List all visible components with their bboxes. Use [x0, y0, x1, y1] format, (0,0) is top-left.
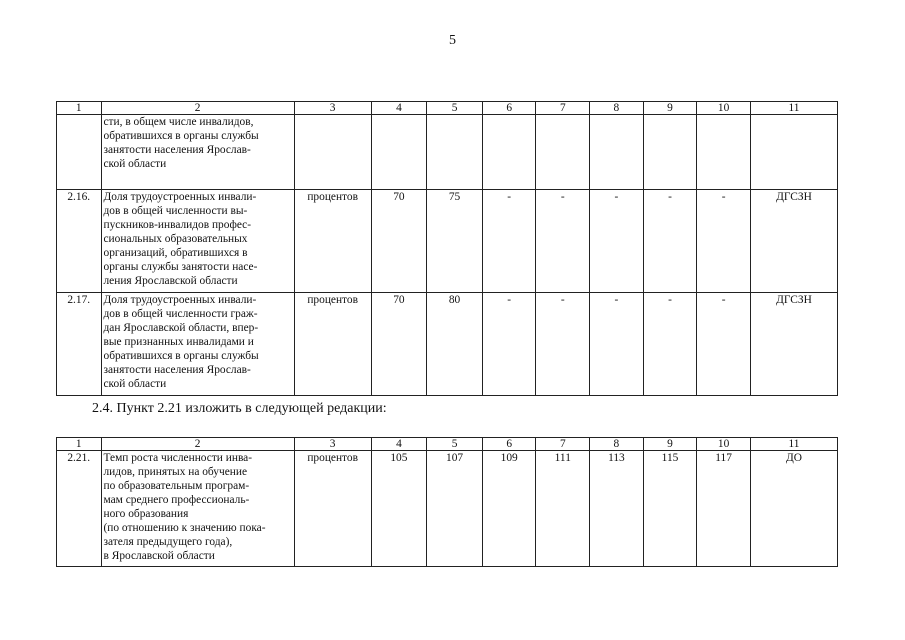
value-cell [643, 115, 697, 190]
value-cell [697, 115, 751, 190]
column-number-cell: 11 [750, 438, 837, 451]
unit-cell [294, 115, 371, 190]
value-cell: - [482, 190, 536, 293]
table-row [57, 190, 838, 293]
responsible-cell: ДГСЗН [750, 293, 837, 396]
unit-cell: процентов [294, 190, 371, 293]
value-cell: - [590, 190, 644, 293]
column-number-cell: 9 [643, 438, 697, 451]
responsible-cell: ДГСЗН [750, 190, 837, 293]
indicator-name-cell: Темп роста численности инва- лидов, принятых на обучение по образовательным програм- мам среднего профессиональ- ного образования (по отношению к значению пока- зателя предыдущего года), в Ярославской области [101, 451, 294, 567]
value-cell: 109 [482, 451, 536, 567]
column-number-cell: 10 [697, 102, 751, 115]
table-row [57, 115, 838, 190]
value-cell: 105 [371, 451, 427, 567]
row-number-cell: 2.21. [57, 451, 102, 567]
value-cell: 113 [590, 451, 644, 567]
column-number-cell: 8 [590, 102, 644, 115]
row-number-cell: 2.17. [57, 293, 102, 396]
value-cell [590, 115, 644, 190]
value-cell: - [697, 293, 751, 396]
column-number-row [57, 438, 838, 451]
value-cell: - [536, 190, 590, 293]
column-number-cell: 6 [482, 102, 536, 115]
responsible-cell [750, 115, 837, 190]
value-cell [371, 115, 427, 190]
responsible-cell: ДО [750, 451, 837, 567]
value-cell: 70 [371, 293, 427, 396]
value-cell: 115 [643, 451, 697, 567]
column-number-cell: 6 [482, 438, 536, 451]
page-number: 5 [449, 33, 456, 48]
unit-cell: процентов [294, 293, 371, 396]
unit-cell: процентов [294, 451, 371, 567]
column-number-cell: 7 [536, 438, 590, 451]
column-number-cell: 4 [371, 438, 427, 451]
value-cell [427, 115, 483, 190]
indicator-name-cell: Доля трудоустроенных инвали- дов в общей численности граж- дан Ярославской области, впер- вые признанных инвалидами и обратившихся в органы службы занятости населения Ярослав- ской области [101, 293, 294, 396]
column-number-cell: 9 [643, 102, 697, 115]
value-cell: 70 [371, 190, 427, 293]
table-row [57, 293, 838, 396]
value-cell: 111 [536, 451, 590, 567]
row-number-cell [57, 115, 102, 190]
column-number-cell: 7 [536, 102, 590, 115]
value-cell: - [643, 293, 697, 396]
indicator-name-cell: Доля трудоустроенных инвали- дов в общей численности вы- пускников-инвалидов профес- сиональных образовательных организаций, обратившихся в органы службы занятости насе- ления Ярославской области [101, 190, 294, 293]
table-row [57, 451, 838, 567]
value-cell: - [482, 293, 536, 396]
indicator-name-cell: сти, в общем числе инвалидов, обратившихся в органы службы занятости населения Ярослав- ской области [101, 115, 294, 190]
value-cell: - [643, 190, 697, 293]
value-cell: - [697, 190, 751, 293]
value-cell [536, 115, 590, 190]
value-cell: 80 [427, 293, 483, 396]
row-number-cell: 2.16. [57, 190, 102, 293]
column-number-cell: 3 [294, 438, 371, 451]
value-cell: 117 [697, 451, 751, 567]
column-number-cell: 2 [101, 438, 294, 451]
column-number-cell: 10 [697, 438, 751, 451]
column-number-cell: 1 [57, 438, 102, 451]
column-number-cell: 2 [101, 102, 294, 115]
column-number-cell: 1 [57, 102, 102, 115]
indicator-2-21-table [56, 437, 838, 567]
column-number-cell: 5 [427, 102, 483, 115]
value-cell: - [536, 293, 590, 396]
value-cell [482, 115, 536, 190]
value-cell: 75 [427, 190, 483, 293]
column-number-cell: 3 [294, 102, 371, 115]
column-number-cell: 8 [590, 438, 644, 451]
column-number-cell: 11 [750, 102, 837, 115]
value-cell: - [590, 293, 644, 396]
value-cell: 107 [427, 451, 483, 567]
column-number-cell: 4 [371, 102, 427, 115]
amendment-sentence: 2.4. Пункт 2.21 изложить в следующей редакции: [92, 401, 387, 416]
indicators-table-continuation [56, 101, 838, 396]
column-number-cell: 5 [427, 438, 483, 451]
column-number-row [57, 102, 838, 115]
